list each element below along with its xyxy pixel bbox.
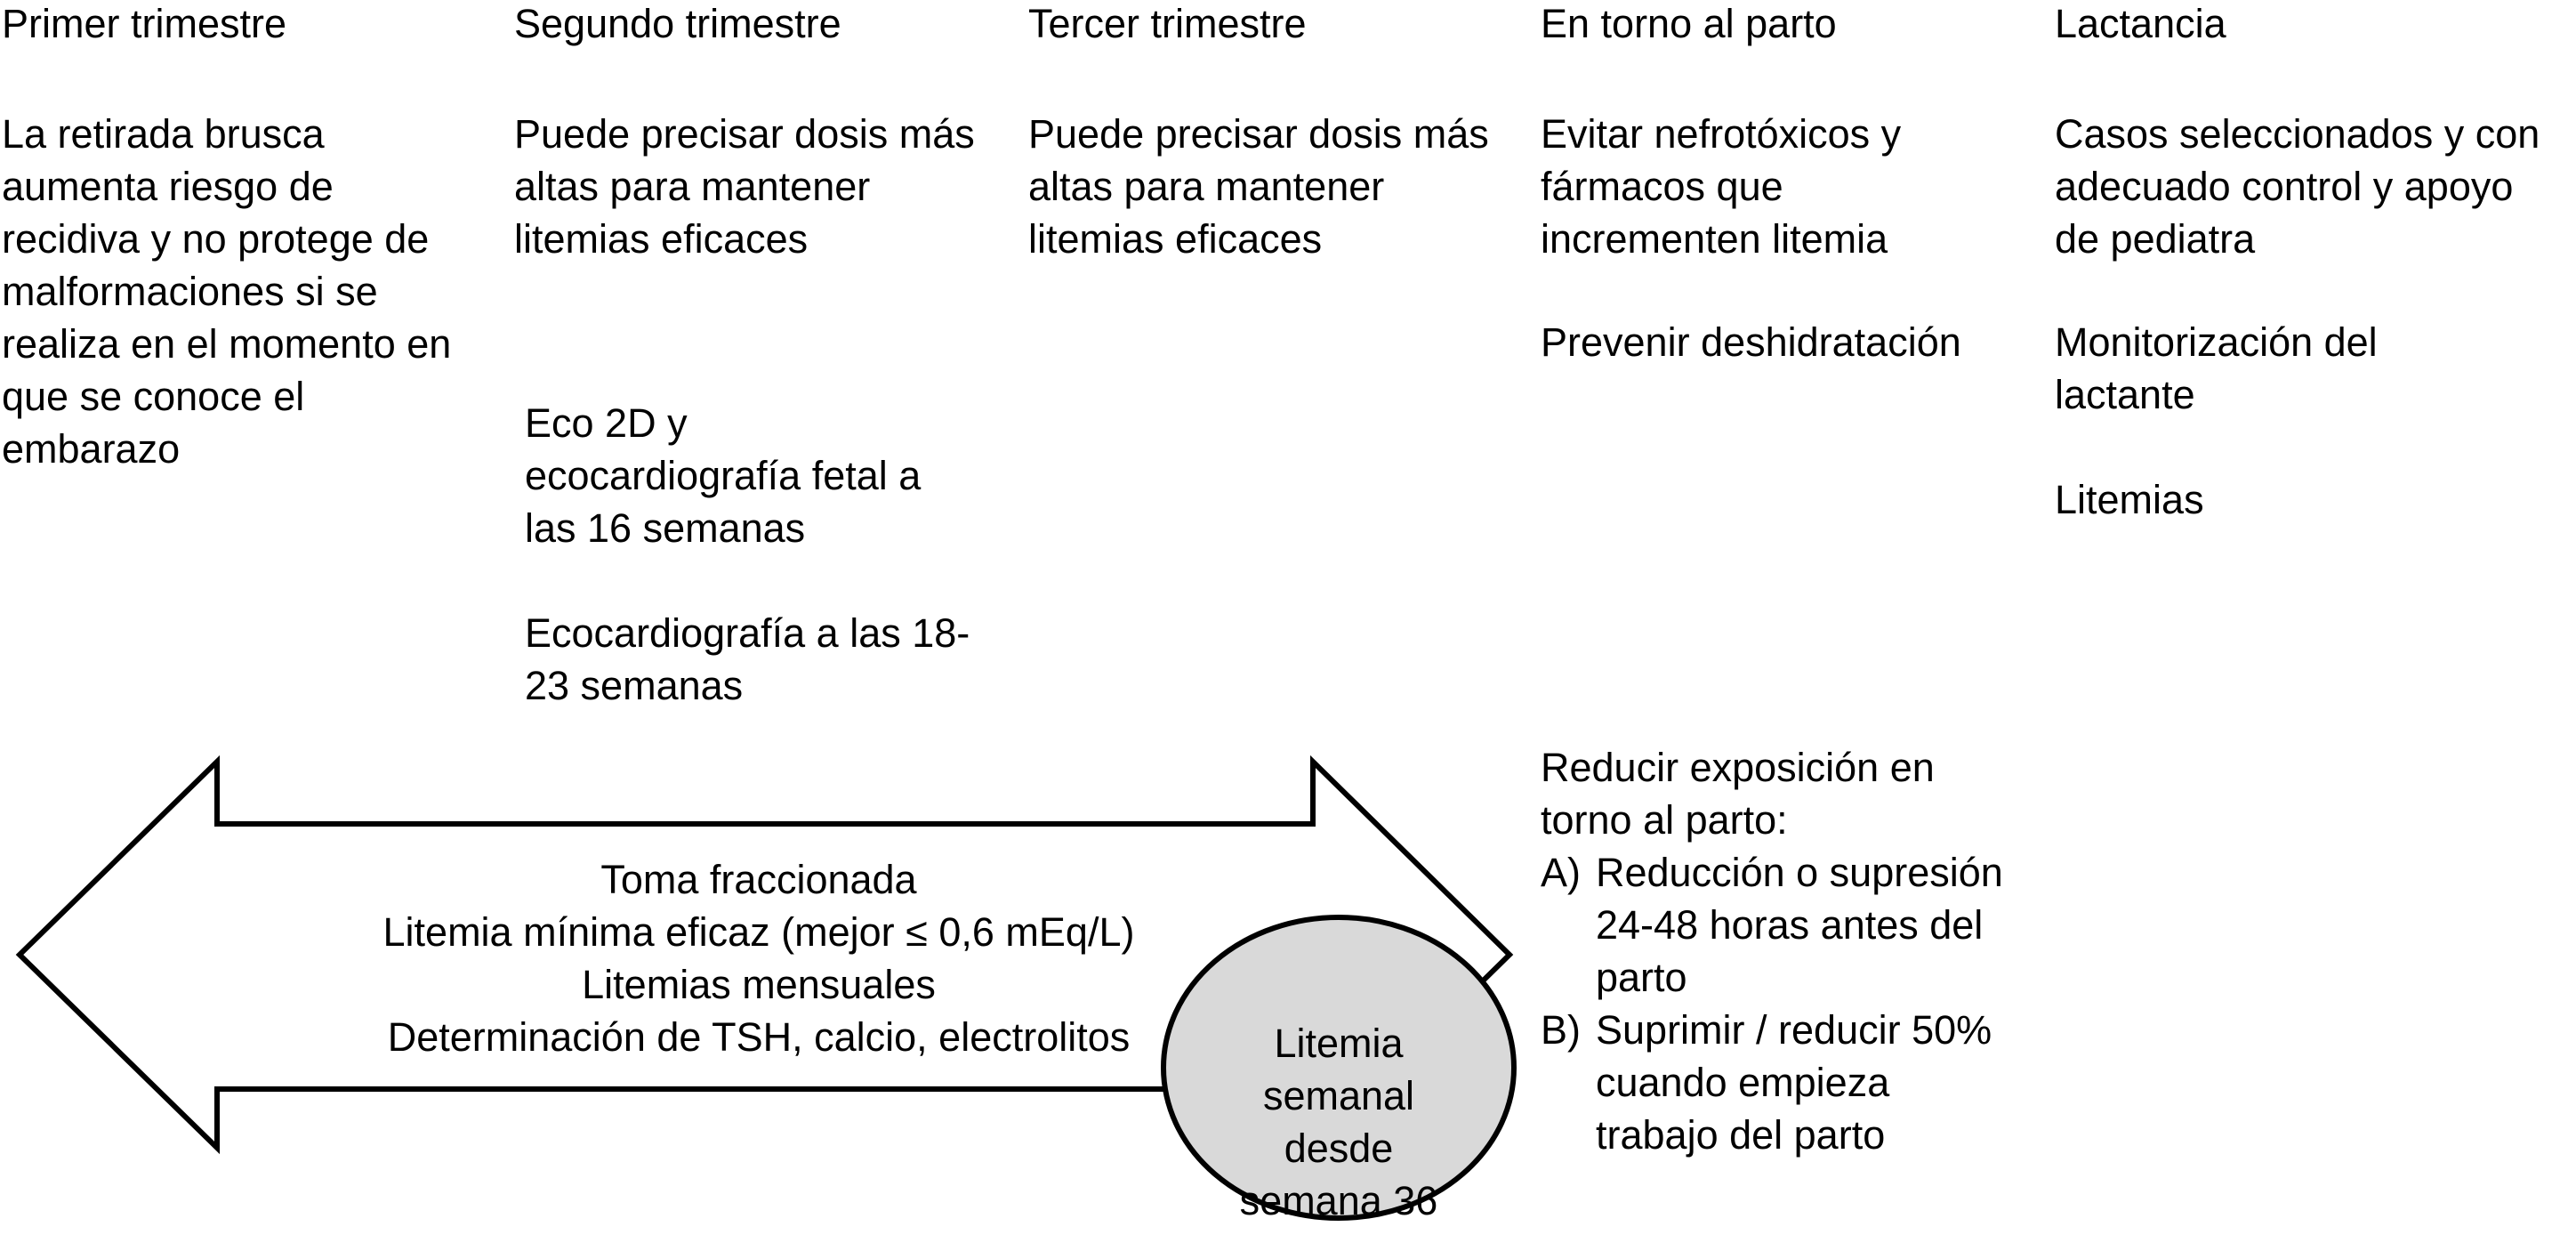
header-lactancia: Lactancia xyxy=(2055,1,2226,46)
ellipse-text xyxy=(1165,1017,1512,1227)
text-line: de pediatra xyxy=(2055,216,2256,262)
text-line: Ecocardiografía a las 18- xyxy=(525,610,970,656)
text-line: Puede precisar dosis más xyxy=(514,111,975,157)
text-line: torno al parto: xyxy=(1541,797,1788,843)
primer-trimestre-text xyxy=(2,108,451,475)
text-line: Litemia xyxy=(1274,1021,1404,1066)
text-line: Casos seleccionados y con xyxy=(2055,111,2540,157)
text-line: Reducir exposición en xyxy=(1541,745,1935,790)
text-line: semanal xyxy=(1262,1073,1415,1118)
list-item-body xyxy=(1596,1004,1992,1161)
text-line: las 16 semanas xyxy=(525,505,806,551)
parto-prevenir-deshidratacion xyxy=(1541,316,1961,368)
segundo-trimestre-eco-2d xyxy=(525,397,921,554)
text-line: Reducción o supresión xyxy=(1596,850,2003,895)
text-line: lactante xyxy=(2055,372,2195,417)
text-line: litemias eficaces xyxy=(1028,216,1323,262)
text-line: altas para mantener xyxy=(1028,164,1385,209)
text-line: Suprimir / reducir 50% xyxy=(1596,1007,1992,1053)
text-line: Eco 2D y xyxy=(525,400,688,446)
text-line: Litemia mínima eficaz (mejor ≤ 0,6 mEq/L) xyxy=(382,909,1135,955)
text-line: realiza en el momento en xyxy=(2,321,452,367)
text-line: Evitar nefrotóxicos y xyxy=(1541,111,1902,157)
lactancia-litemias xyxy=(2055,473,2204,526)
text-line: trabajo del parto xyxy=(1596,1112,1886,1158)
text-line: embarazo xyxy=(2,426,181,472)
text-line: parto xyxy=(1596,955,1687,1000)
header-segundo-trimestre: Segundo trimestre xyxy=(514,1,841,46)
parto-list-item-a xyxy=(1541,846,2003,1000)
text-line: que se conoce el xyxy=(2,374,305,419)
text-line: incrementen litemia xyxy=(1541,216,1888,262)
text-line: cuando empieza xyxy=(1596,1060,1890,1105)
parto-list-item-b xyxy=(1541,1004,1992,1158)
text-line: Monitorización del xyxy=(2055,319,2378,365)
text-line: litemias eficaces xyxy=(514,216,809,262)
text-line: Litemias xyxy=(2055,477,2204,522)
header-primer-trimestre: Primer trimestre xyxy=(2,1,287,46)
list-marker: B) xyxy=(1541,1007,1581,1053)
header-en-torno-al-parto: En torno al parto xyxy=(1541,1,1837,46)
text-line: malformaciones si se xyxy=(2,269,378,314)
text-line: Prevenir deshidratación xyxy=(1541,319,1961,365)
text-line: semana 36 xyxy=(1239,1178,1438,1223)
text-line: fármacos que xyxy=(1541,164,1783,209)
segundo-trimestre-ecocardiografia xyxy=(525,607,970,712)
text-line: recidiva y no protege de xyxy=(2,216,430,262)
list-item-body xyxy=(1596,846,2003,1004)
text-line: Determinación de TSH, calcio, electrolitos xyxy=(387,1014,1131,1060)
parto-reducir-exposicion xyxy=(1541,741,1935,846)
text-line: adecuado control y apoyo xyxy=(2055,164,2514,209)
list-marker: A) xyxy=(1541,850,1581,895)
text-line: ecocardiografía fetal a xyxy=(525,453,922,498)
lactancia-text xyxy=(2055,108,2540,265)
text-line: aumenta riesgo de xyxy=(2,164,334,209)
text-line: Puede precisar dosis más xyxy=(1028,111,1489,157)
parto-text xyxy=(1541,108,1901,265)
segundo-trimestre-text xyxy=(514,108,975,265)
text-line: 23 semanas xyxy=(525,663,744,708)
text-line: 24-48 horas antes del xyxy=(1596,902,1984,948)
text-line: Litemias mensuales xyxy=(582,962,936,1007)
text-line: Toma fraccionada xyxy=(600,857,917,902)
text-line: La retirada brusca xyxy=(2,111,325,157)
arrow-text xyxy=(267,853,1251,1063)
header-tercer-trimestre: Tercer trimestre xyxy=(1028,1,1307,46)
lactancia-monitorizacion xyxy=(2055,316,2378,421)
text-line: altas para mantener xyxy=(514,164,871,209)
text-line: desde xyxy=(1284,1126,1394,1171)
tercer-trimestre-text xyxy=(1028,108,1489,265)
